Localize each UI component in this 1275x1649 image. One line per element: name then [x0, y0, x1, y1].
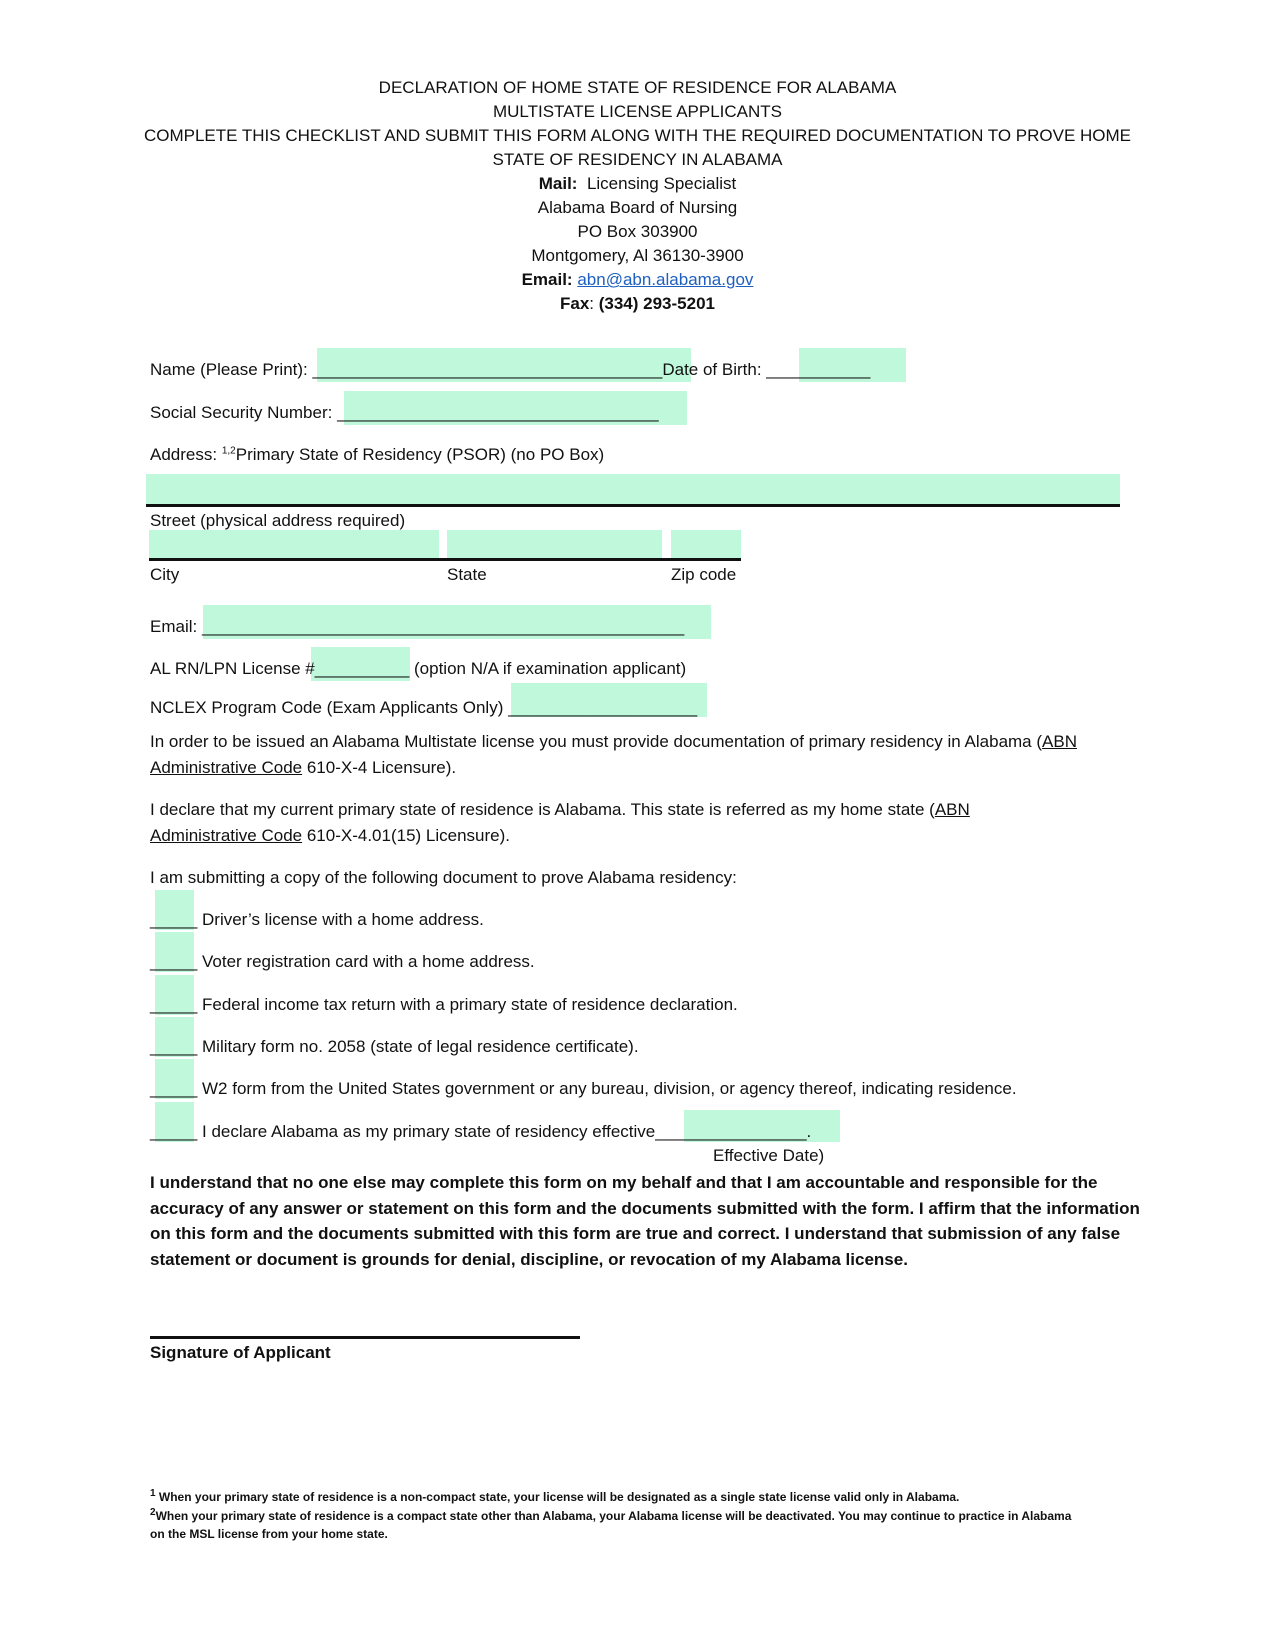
checklist-item-label: Voter registration card with a home address. [202, 952, 535, 971]
checklist-blank: _____ [150, 1079, 198, 1098]
checklist-item [150, 1078, 1017, 1099]
zip-input[interactable] [671, 530, 741, 558]
po-box: PO Box 303900 [577, 222, 698, 241]
checklist-blank: _____ [150, 1122, 198, 1141]
org-name: Alabama Board of Nursing [537, 198, 738, 217]
address-label: Address: [150, 445, 218, 464]
mail-recipient: Licensing Specialist [586, 174, 737, 193]
state-input[interactable] [447, 530, 662, 558]
para1-text: In order to be issued an Alabama Multistate license you must provide documentation of primary residency in Alabama ( [150, 732, 1043, 751]
name-row [150, 359, 870, 380]
state-label: State [447, 565, 487, 584]
email-field-label: Email: [150, 617, 198, 636]
admin-code-link-1[interactable]: ABN Administrative Code [150, 732, 1077, 777]
checklist-item-label: Driver’s license with a home address. [202, 910, 484, 929]
email-blank: ___________________________________________________ [201, 617, 685, 636]
city-state-zip: Montgomery, Al 36130-3900 [531, 246, 744, 265]
license-row [150, 658, 686, 679]
checklist-blank: _____ [150, 910, 198, 929]
license-label: AL RN/LPN License # [150, 659, 315, 678]
dob-blank: ___________ [766, 360, 871, 379]
affirmation-statement: I understand that no one else may complete this form on my behalf and that I am accountable and responsible for the accuracy of any answer or statement on this form and the documents submitted with the form. I affirm that the information on this form and the documents submitted with this form are true and correct. I understand that submission of any false statement or document is grounds for denial, discipline, or revocation of my Alabama license. [150, 1173, 1140, 1269]
nclex-row [150, 697, 697, 718]
form-instructions-line2: STATE OF RESIDENCY IN ALABAMA [492, 150, 783, 169]
footnote-1 [150, 1488, 1110, 1506]
zip-label: Zip code [671, 565, 737, 584]
nclex-label: NCLEX Program Code (Exam Applicants Only) [150, 698, 504, 717]
footnote-1-mark: 1 [150, 1488, 156, 1499]
signature-line[interactable] [150, 1336, 580, 1339]
email-row [150, 616, 684, 637]
para2-text-end: 610-X-4.01(15) Licensure). [302, 826, 511, 845]
para1-text-end: 610-X-4 Licensure). [302, 758, 457, 777]
address-row [150, 444, 604, 465]
street-label: Street (physical address required) [150, 511, 406, 530]
checklist-blank: _____ [150, 1037, 198, 1056]
name-blank: _____________________________________ [312, 360, 663, 379]
checklist-item [150, 994, 738, 1015]
city-state-zip-underline [149, 558, 741, 561]
ssn-blank: __________________________________ [337, 403, 659, 422]
checklist-blank: _____ [150, 952, 198, 971]
mail-label: Mail: [538, 174, 578, 193]
footnote-1-text: When your primary state of residence is a non-compact state, your license will be designated as a single state license valid only in Alabama. [155, 1490, 960, 1504]
declaration-paragraph [150, 797, 1050, 849]
footnote-2 [150, 1507, 1080, 1543]
effective-date-blank: ________________ [655, 1122, 807, 1141]
ssn-label: Social Security Number: [150, 403, 333, 422]
nclex-blank: ____________________ [508, 698, 698, 717]
form-instructions-line1: COMPLETE THIS CHECKLIST AND SUBMIT THIS FORM ALONG WITH THE REQUIRED DOCUMENTATION TO PROVE HOME [143, 126, 1132, 145]
form-title-line1: DECLARATION OF HOME STATE OF RESIDENCE FOR ALABAMA [378, 78, 897, 97]
fax-label: Fax [559, 294, 590, 313]
address-footnote-ref: 1,2 [221, 445, 236, 457]
para2-text: I declare that my current primary state of residence is Alabama. This state is referred as my home state ( [150, 800, 935, 819]
footnote-2-text: When your primary state of residence is a compact state other than Alabama, your Alabama license will be deactivated. You may continue to practice in Alabama on the MSL license from your home state. [150, 1509, 1072, 1541]
fax-line: Fax: (334) 293-5201 [559, 294, 715, 313]
checklist-item [150, 909, 484, 930]
checklist-item-label: Military form no. 2058 (state of legal residence certificate). [202, 1037, 639, 1056]
checklist-item [150, 951, 535, 972]
residency-requirement-paragraph [150, 729, 1110, 781]
dob-label: Date of Birth: [662, 360, 762, 379]
license-note: (option N/A if examination applicant) [414, 659, 687, 678]
city-label: City [150, 565, 180, 584]
effective-date-caption: Effective Date) [713, 1146, 825, 1165]
checklist-item [150, 1121, 811, 1142]
checklist-item [150, 1036, 639, 1057]
city-input[interactable] [149, 530, 439, 558]
street-underline [146, 504, 1120, 507]
mail-line [0, 173, 1275, 194]
name-label: Name (Please Print): [150, 360, 308, 379]
checklist-item-label: W2 form from the United States government or any bureau, division, or agency thereof, indicating residence. [202, 1079, 1017, 1098]
footnote-2-mark: 2 [150, 1507, 156, 1518]
ssn-row [150, 402, 659, 423]
checklist-item-label: I declare Alabama as my primary state of residency effective [202, 1122, 656, 1141]
street-input[interactable] [146, 474, 1120, 504]
document-intro: I am submitting a copy of the following document to prove Alabama residency: [150, 868, 737, 887]
fax-number: (334) 293-5201 [598, 294, 715, 313]
form-title-line2: MULTISTATE LICENSE APPLICANTS [492, 102, 783, 121]
admin-code-link-2[interactable]: ABN Administrative Code [150, 800, 970, 845]
signature-label: Signature of Applicant [150, 1343, 331, 1362]
email-link[interactable]: abn@abn.alabama.gov [577, 270, 754, 289]
checklist-item-label: Federal income tax return with a primary state of residence declaration. [202, 995, 738, 1014]
effective-period: . [806, 1122, 812, 1141]
email-label: Email: [521, 270, 573, 289]
checklist-blank: _____ [150, 995, 198, 1014]
email-line [0, 269, 1275, 290]
license-blank: __________ [314, 659, 410, 678]
address-description: Primary State of Residency (PSOR) (no PO Box) [235, 445, 605, 464]
